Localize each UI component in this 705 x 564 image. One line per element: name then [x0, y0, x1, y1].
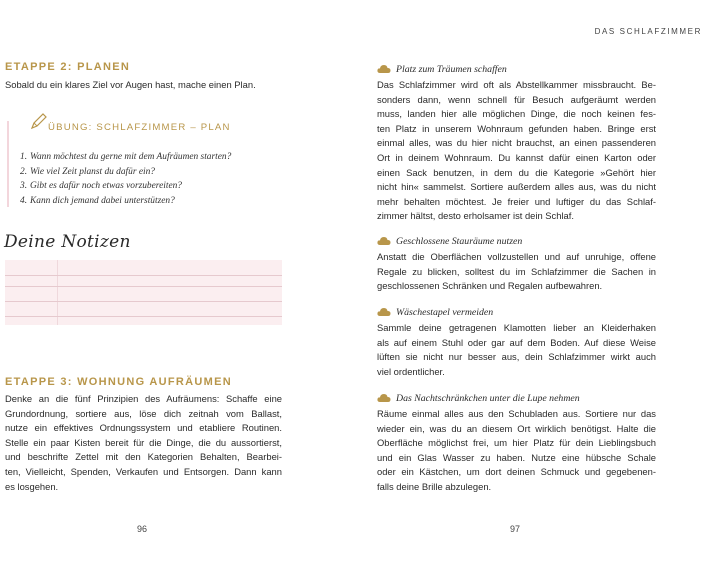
- pencil-icon: [30, 112, 48, 130]
- notes-line: [5, 275, 282, 276]
- section-text: Räume einmal alles aus den Schubladen aus. Sortiere nur das wieder ein, was du an diesem Ort wirklich benötigst. Halte die Oberfläche möglichst frei, um hier Platz für dein Lieblingsbuch und ein Glas Wasser zu haben. Nutze eine hübsche Schale oder ein Kästchen, um dort deinen Schmuck und gegebenen- falls deine Brille abzulegen.: [377, 408, 656, 492]
- list-item: 3. Gibt es dafür noch etwas vorzubereiten?: [20, 181, 182, 191]
- notes-line: [5, 286, 282, 287]
- exercise-list: [20, 150, 231, 208]
- section-text: Das Schlafzimmer wird oft als Abstellkammer missbraucht. Be- sonders dann, wenn schnell für Besuch aufgeräumt werden muss, landen hier alle möglichen Dinge, die noch keinen fes- ten Platz in unserem Wohnraum gefunden haben. Bringe erst einmal alles, was du hier nicht brauchst, an einen passenderen Ort in deinem Wohnraum. Du kannst dafür einen Karton oder einen Sack benutzen, in dem du die Kategorie »Gehört hier nicht hin« sammelst. Sortiere außerdem alles aus, was du nicht mehr behalten möchtest. Je freier und luftiger du das Schlaf- zimmer hältst, desto erholsamer ist dein Schlaf.: [377, 79, 656, 222]
- list-item: 2. Wie viel Zeit planst du dafür ein?: [20, 166, 155, 177]
- cloud-icon: [377, 64, 391, 74]
- cloud-icon: [377, 236, 391, 246]
- right-page: [353, 0, 705, 564]
- cloud-icon: [377, 393, 391, 403]
- page-number: 96: [137, 524, 148, 534]
- running-head: DAS SCHLAFZIMMER: [594, 27, 702, 36]
- cloud-icon: [377, 307, 391, 317]
- exercise-bar: [7, 121, 9, 207]
- exercise-title: ÜBUNG: SCHLAFZIMMER – PLAN: [48, 122, 231, 133]
- notes-line: [5, 316, 282, 317]
- notes-heading: Deine Notizen: [4, 232, 131, 252]
- notes-line: [5, 301, 282, 302]
- left-page: [0, 0, 352, 564]
- notes-area[interactable]: [5, 260, 282, 325]
- stage2-intro: Sobald du ein klares Ziel vor Augen hast, mache einen Plan.: [5, 79, 256, 90]
- list-item: 1. Wann möchtest du gerne mit dem Aufräumen starten?: [20, 152, 232, 162]
- page-number: 97: [510, 524, 521, 534]
- section-heading: Geschlossene Stauräume nutzen: [396, 236, 523, 247]
- section-text: Sammle deine getragenen Klamotten lieber an Kleiderhaken als auf einem Stuhl oder gar auf dem Boden. Auf diese Weise lüften sie nicht nur besser aus, dein Schlafzimmer wirkt auch viel ordentlicher.: [377, 322, 656, 377]
- list-item: 4. Kann dich jemand dabei unterstützen?: [20, 195, 175, 206]
- section-heading: Das Nachtschränkchen unter die Lupe nehmen: [396, 393, 580, 404]
- section-text: Anstatt die Oberflächen vollzustellen und auf unruhige, offene Regale zu blicken, solltest du im Schlafzimmer die Sachen in geschlossenen Schränken und Regalen aufbewahren.: [377, 251, 656, 292]
- stage3-text: Denke an die fünf Prinzipien des Aufräumens: Schaffe eine Grundordnung, sortiere aus, löse dich zeitnah vom Ballast, nutze ein effektives Ordnungssystem und etabliere Routinen. Stelle ein paar Kisten bereit für die Dinge, die du aussortierst, und beschrifte Zettel mit den Kategorien Behalten, Bearbei- ten, Vielleicht, Spenden, Verkaufen und Entsorgen. Dann kann es losgehen.: [5, 393, 282, 492]
- stage3-title: ETAPPE 3: WOHNUNG AUFRÄUMEN: [5, 376, 232, 388]
- section-heading: Platz zum Träumen schaffen: [396, 64, 507, 75]
- section-heading: Wäschestapel vermeiden: [396, 307, 494, 318]
- stage2-title: ETAPPE 2: PLANEN: [5, 61, 131, 73]
